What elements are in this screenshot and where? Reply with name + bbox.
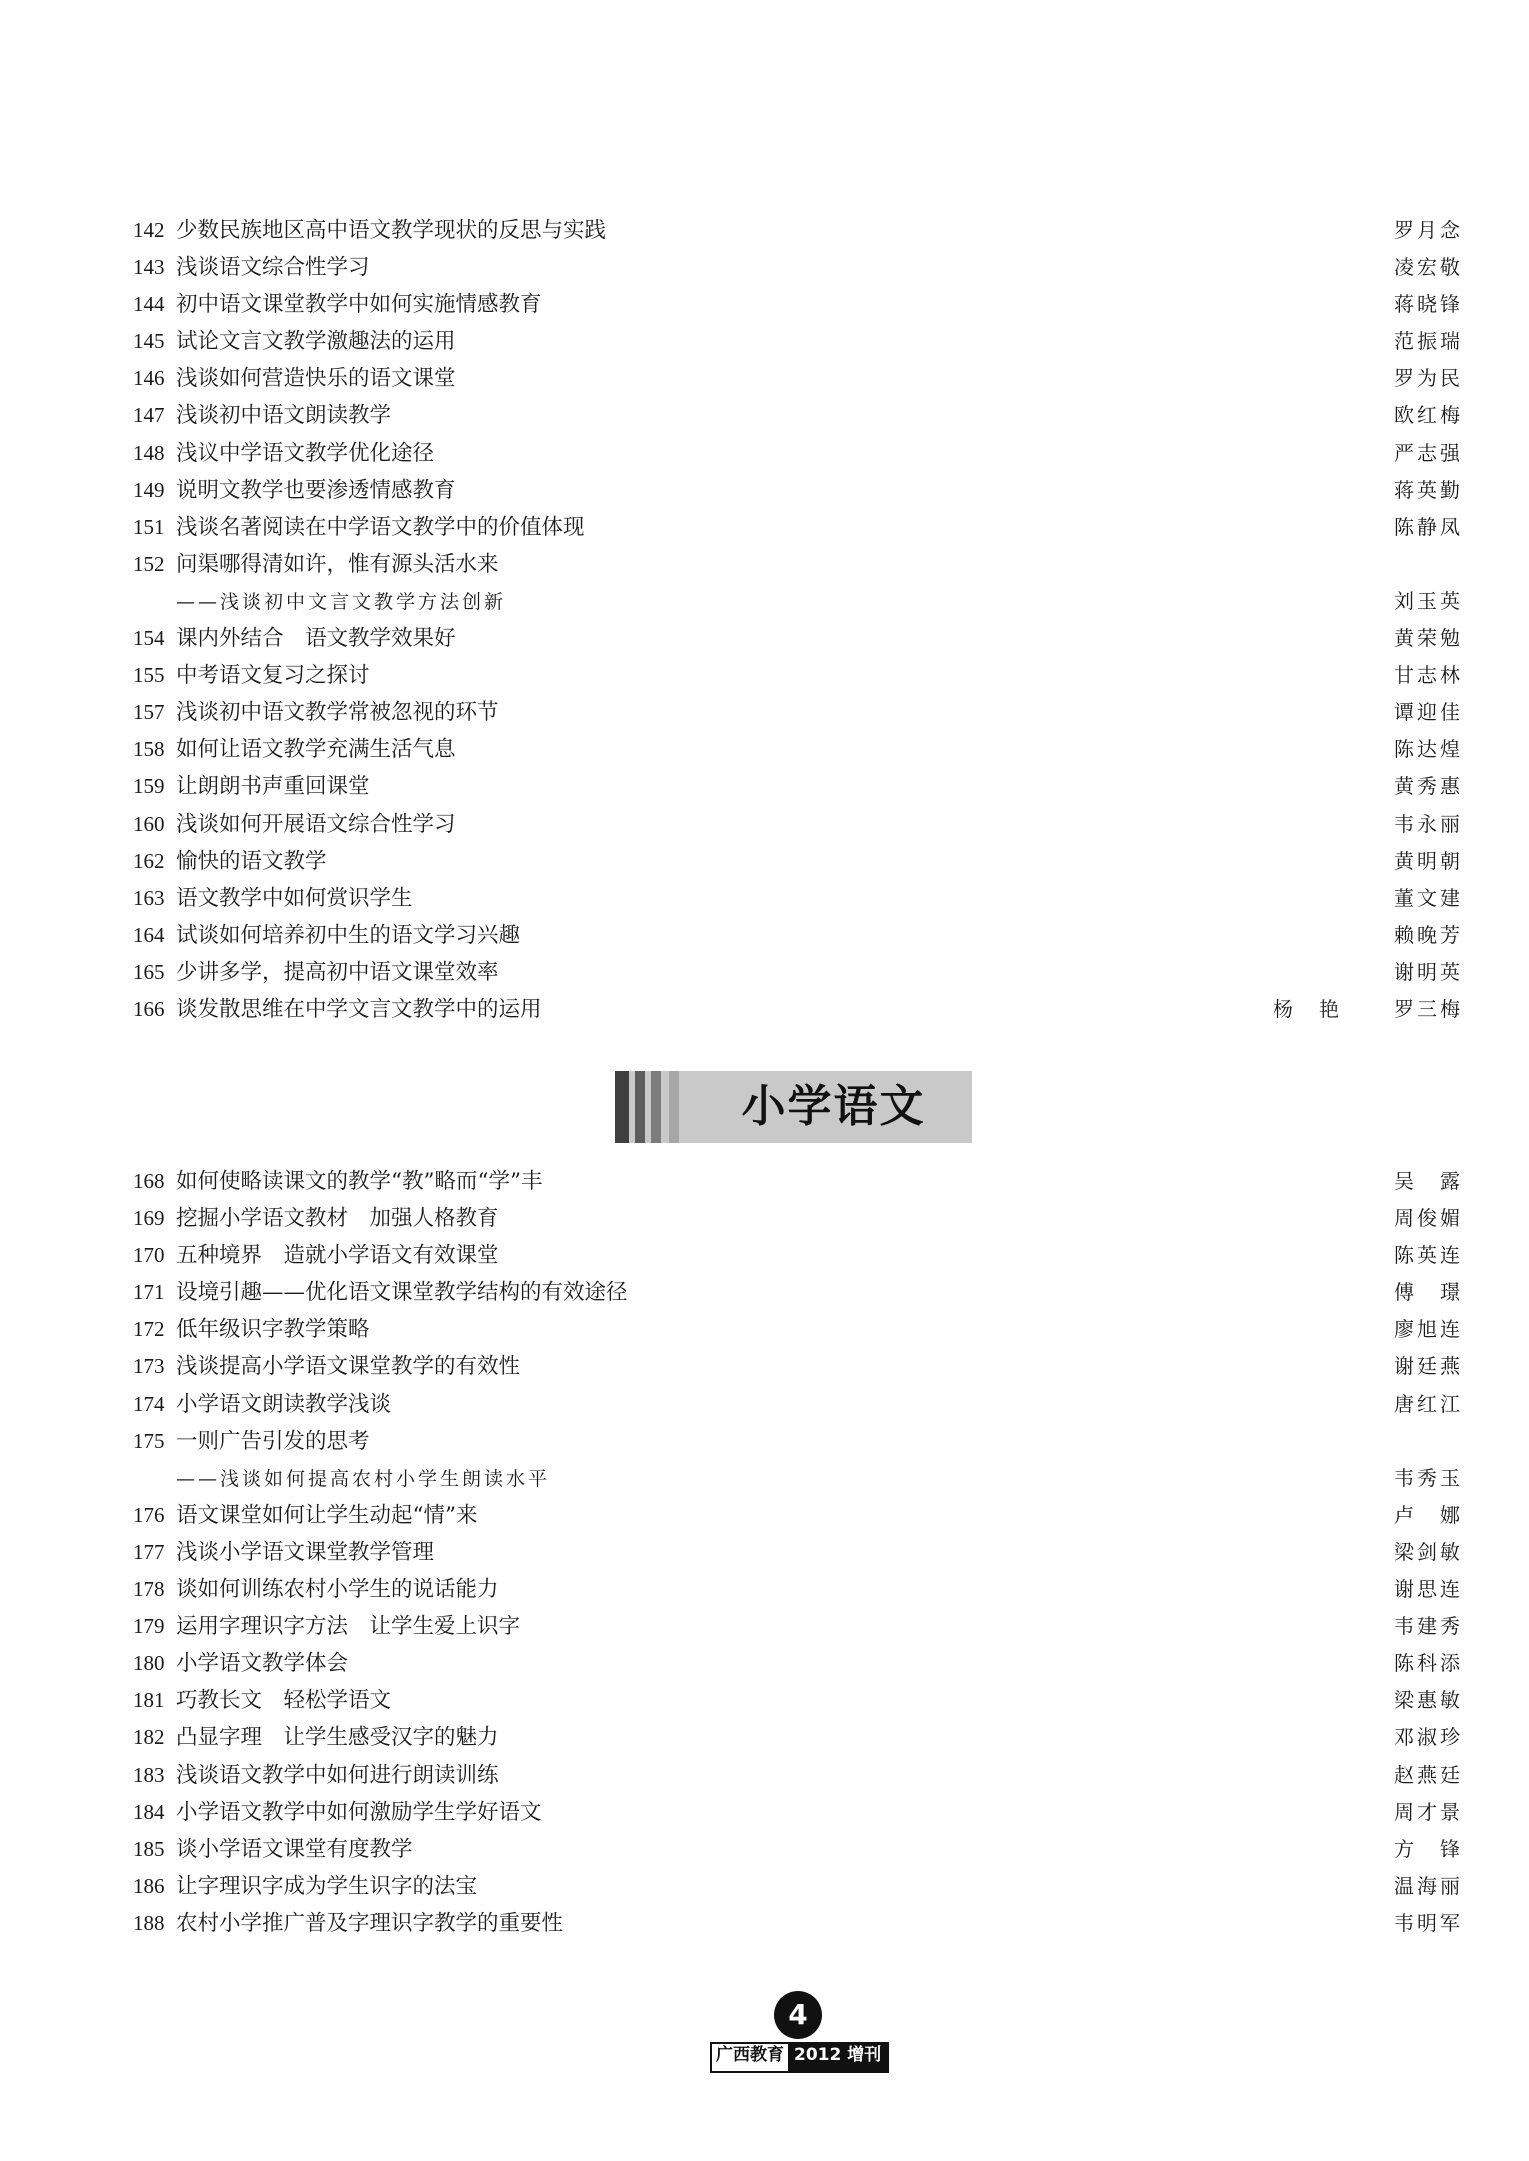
entry-title: 浅议中学语文教学优化途径 bbox=[176, 440, 435, 466]
entry-title: 设境引趣——优化语文课堂教学结构的有效途径 bbox=[176, 1280, 628, 1306]
entry-authors bbox=[1394, 620, 1463, 657]
entry-author: 温海丽 bbox=[1394, 1873, 1463, 1898]
entry-author: 周俊媚 bbox=[1394, 1206, 1463, 1231]
entry-title: ——浅谈初中文言文教学方法创新 bbox=[176, 590, 507, 613]
entry-authors bbox=[1394, 1386, 1463, 1423]
entry-authors bbox=[1394, 806, 1463, 843]
entry-page: 160 bbox=[133, 811, 165, 836]
entry-title: 试谈如何培养初中生的语文学习兴趣 bbox=[176, 922, 521, 948]
entry-page: 178 bbox=[133, 1577, 165, 1602]
entry-author: 陈英连 bbox=[1394, 1243, 1463, 1268]
entry-title: 语文教学中如何赏识学生 bbox=[176, 885, 413, 911]
entry-title: 五种境界 造就小学语文有效课堂 bbox=[176, 1243, 499, 1269]
toc-entry bbox=[133, 435, 1463, 472]
toc-entry bbox=[133, 472, 1463, 509]
entry-author: 谢思连 bbox=[1394, 1577, 1463, 1602]
entry-authors bbox=[1394, 694, 1463, 731]
banner-stripe bbox=[669, 1071, 679, 1143]
entry-page: 186 bbox=[133, 1873, 165, 1898]
entry-title: 农村小学推广普及字理识字教学的重要性 bbox=[176, 1910, 564, 1936]
toc-entry bbox=[133, 1311, 1463, 1348]
entry-author: 韦秀玉 bbox=[1394, 1465, 1463, 1490]
entry-author: 罗月念 bbox=[1394, 218, 1463, 242]
entry-author: 蒋英勤 bbox=[1394, 477, 1463, 502]
entry-title: 巧教长文 轻松学语文 bbox=[176, 1688, 392, 1714]
entry-title: 浅谈提高小学语文课堂教学的有效性 bbox=[176, 1354, 521, 1380]
toc-entry bbox=[133, 1423, 1463, 1460]
entry-authors bbox=[1394, 954, 1463, 991]
entry-authors bbox=[1394, 212, 1463, 249]
toc-entry bbox=[133, 1497, 1463, 1534]
entry-author: 董文建 bbox=[1394, 885, 1463, 910]
toc-entry bbox=[133, 286, 1463, 323]
entry-page: 184 bbox=[133, 1799, 165, 1824]
toc-entry bbox=[133, 360, 1463, 397]
entry-page: 185 bbox=[133, 1836, 165, 1861]
entry-author: 廖旭连 bbox=[1394, 1317, 1463, 1342]
entry-title: 浅谈如何开展语文综合性学习 bbox=[176, 811, 456, 837]
entry-page: 188 bbox=[133, 1910, 165, 1935]
entry-authors bbox=[1394, 360, 1463, 397]
entry-title: 课内外结合 语文教学效果好 bbox=[176, 626, 456, 652]
entry-page: 158 bbox=[133, 737, 165, 762]
entry-author: 严志强 bbox=[1394, 440, 1463, 465]
entry-author: 范振瑞 bbox=[1394, 329, 1463, 354]
entry-title: 浅谈初中语文朗读教学 bbox=[176, 403, 392, 429]
entry-author: 罗三梅 bbox=[1394, 996, 1463, 1021]
entry-page: 182 bbox=[133, 1725, 165, 1750]
entry-title: 如何让语文教学充满生活气息 bbox=[176, 737, 456, 763]
entry-page: 166 bbox=[133, 996, 165, 1021]
banner-stripe bbox=[635, 1071, 645, 1143]
entry-title: 浅谈语文综合性学习 bbox=[176, 255, 370, 281]
entry-authors bbox=[1394, 1831, 1463, 1868]
entry-title: 语文课堂如何让学生动起“情”来 bbox=[176, 1502, 478, 1528]
entry-author: 方 锋 bbox=[1394, 1836, 1463, 1861]
entry-page: 159 bbox=[133, 774, 165, 799]
entry-page: 172 bbox=[133, 1317, 165, 1342]
toc-entry bbox=[133, 1534, 1463, 1571]
entry-page: 162 bbox=[133, 848, 165, 873]
entry-authors bbox=[1394, 657, 1463, 694]
entry-title: 凸显字理 让学生感受汉字的魅力 bbox=[176, 1725, 499, 1751]
entry-title: 少讲多学，提高初中语文课堂效率 bbox=[176, 959, 499, 985]
entry-page: 164 bbox=[133, 922, 165, 947]
entry-authors bbox=[1394, 843, 1463, 880]
toc-entry bbox=[133, 1200, 1463, 1237]
toc-entry bbox=[133, 1831, 1463, 1868]
toc-entry bbox=[133, 806, 1463, 843]
toc-entry bbox=[133, 694, 1463, 731]
entry-title: 小学语文朗读教学浅谈 bbox=[176, 1391, 392, 1417]
entry-page: 142 bbox=[133, 218, 165, 242]
entry-authors bbox=[1394, 286, 1463, 323]
entry-author: 卢 娜 bbox=[1394, 1502, 1463, 1527]
entry-authors bbox=[1394, 583, 1463, 620]
entry-title: 如何使略读课文的教学“教”略而“学”丰 bbox=[176, 1169, 543, 1194]
toc-entry bbox=[133, 397, 1463, 434]
entry-page: 183 bbox=[133, 1762, 165, 1787]
toc-entry bbox=[133, 843, 1463, 880]
toc-entry bbox=[133, 880, 1463, 917]
entry-authors bbox=[1394, 1497, 1463, 1534]
toc-entry bbox=[133, 1460, 1463, 1497]
entry-authors bbox=[1394, 1645, 1463, 1682]
entry-author: 谭迎佳 bbox=[1394, 700, 1463, 725]
entry-authors bbox=[1394, 1719, 1463, 1756]
entry-page: 147 bbox=[133, 403, 165, 428]
toc-entry bbox=[133, 1274, 1463, 1311]
section-banner bbox=[615, 1071, 972, 1143]
entry-page: 176 bbox=[133, 1502, 165, 1527]
entry-author: 韦建秀 bbox=[1394, 1614, 1463, 1639]
entry-title: 中考语文复习之探讨 bbox=[176, 663, 370, 689]
toc-entry bbox=[133, 249, 1463, 286]
toc-entry bbox=[133, 509, 1463, 546]
entry-title: 小学语文教学中如何激励学生学好语文 bbox=[176, 1799, 542, 1825]
journal-footer bbox=[710, 2042, 889, 2073]
entry-page: 145 bbox=[133, 329, 165, 354]
entry-page: 149 bbox=[133, 477, 165, 502]
entry-author: 梁剑敏 bbox=[1394, 1539, 1463, 1564]
entry-title: 一则广告引发的思考 bbox=[176, 1428, 370, 1454]
entry-page: 148 bbox=[133, 440, 165, 465]
entry-page: 171 bbox=[133, 1280, 165, 1305]
entry-title: 说明文教学也要渗透情感教育 bbox=[176, 477, 456, 503]
toc-entry bbox=[133, 1571, 1463, 1608]
entry-author: 邓淑珍 bbox=[1394, 1725, 1463, 1750]
entry-authors bbox=[1394, 1460, 1463, 1497]
entry-page: 173 bbox=[133, 1354, 165, 1379]
entry-authors bbox=[1394, 1534, 1463, 1571]
toc-entry bbox=[133, 657, 1463, 694]
entry-title: 让朗朗书声重回课堂 bbox=[176, 774, 370, 800]
entry-title: 愉快的语文教学 bbox=[176, 848, 327, 874]
entry-title: 小学语文教学体会 bbox=[176, 1651, 349, 1677]
toc-entry bbox=[133, 991, 1463, 1028]
entry-author: 欧红梅 bbox=[1394, 403, 1463, 428]
entry-authors bbox=[1394, 1237, 1463, 1274]
entry-authors bbox=[1394, 917, 1463, 954]
entry-page: 179 bbox=[133, 1614, 165, 1639]
entry-title: 挖掘小学语文教材 加强人格教育 bbox=[176, 1206, 499, 1232]
entry-author: 赵燕廷 bbox=[1394, 1762, 1463, 1787]
entry-author: 唐红江 bbox=[1394, 1391, 1463, 1416]
entry-page: 174 bbox=[133, 1391, 165, 1416]
entry-page: 177 bbox=[133, 1539, 165, 1564]
toc-entry bbox=[133, 917, 1463, 954]
entry-title: 运用字理识字方法 让学生爱上识字 bbox=[176, 1614, 521, 1640]
toc-entry bbox=[133, 323, 1463, 360]
toc-section-primary bbox=[133, 1163, 1463, 1942]
entry-page: 157 bbox=[133, 700, 165, 725]
entry-title: 浅谈如何营造快乐的语文课堂 bbox=[176, 366, 456, 392]
entry-title: 谈发散思维在中学文言文教学中的运用 bbox=[176, 996, 542, 1022]
toc-entry bbox=[133, 1757, 1463, 1794]
toc-entry bbox=[133, 768, 1463, 805]
toc-entry bbox=[133, 1348, 1463, 1385]
entry-authors bbox=[1394, 1571, 1463, 1608]
entry-author: 蒋晓锋 bbox=[1394, 292, 1463, 317]
entry-title: 试论文言文教学激趣法的运用 bbox=[176, 329, 456, 355]
entry-authors bbox=[1394, 731, 1463, 768]
entry-authors bbox=[1394, 435, 1463, 472]
entry-title: 少数民族地区高中语文教学现状的反思与实践 bbox=[176, 218, 607, 243]
entry-author: 甘志林 bbox=[1394, 663, 1463, 688]
entry-author: 谢廷燕 bbox=[1394, 1354, 1463, 1379]
entry-author: 韦明军 bbox=[1394, 1910, 1463, 1935]
entry-authors bbox=[1394, 1905, 1463, 1942]
page-number: 4 bbox=[774, 1991, 822, 2039]
banner-stripe bbox=[651, 1071, 661, 1143]
entry-title: ——浅谈如何提高农村小学生朗读水平 bbox=[176, 1467, 551, 1490]
entry-title: 低年级识字教学策略 bbox=[176, 1317, 370, 1343]
entry-page: 154 bbox=[133, 626, 165, 651]
entry-author: 刘玉英 bbox=[1394, 588, 1463, 613]
section-title: 小学语文 bbox=[741, 1081, 926, 1132]
entry-authors bbox=[1394, 323, 1463, 360]
entry-title: 让字理识字成为学生识字的法宝 bbox=[176, 1873, 478, 1899]
entry-page: 165 bbox=[133, 959, 165, 984]
toc-section-secondary bbox=[133, 212, 1463, 1028]
entry-author: 赖晚芳 bbox=[1394, 922, 1463, 947]
entry-authors bbox=[1394, 1163, 1463, 1200]
toc-entry bbox=[133, 1905, 1463, 1942]
entry-page: 152 bbox=[133, 551, 165, 576]
entry-authors bbox=[1394, 1311, 1463, 1348]
entry-authors bbox=[1394, 397, 1463, 434]
entry-page: 170 bbox=[133, 1243, 165, 1268]
entry-author: 陈达煌 bbox=[1394, 737, 1463, 762]
entry-page: 175 bbox=[133, 1428, 165, 1453]
entry-author: 黄明朝 bbox=[1394, 848, 1463, 873]
entry-author: 黄秀惠 bbox=[1394, 774, 1463, 799]
entry-authors bbox=[1394, 1682, 1463, 1719]
toc-entry bbox=[133, 1386, 1463, 1423]
entry-author: 梁惠敏 bbox=[1394, 1688, 1463, 1713]
entry-authors bbox=[1394, 472, 1463, 509]
toc-entry bbox=[133, 620, 1463, 657]
entry-title: 浅谈语文教学中如何进行朗读训练 bbox=[176, 1762, 499, 1788]
entry-author: 周才景 bbox=[1394, 1799, 1463, 1824]
journal-name: 广西教育 bbox=[712, 2044, 788, 2071]
toc-entry bbox=[133, 1682, 1463, 1719]
entry-page: 169 bbox=[133, 1206, 165, 1231]
entry-authors bbox=[1394, 768, 1463, 805]
entry-authors bbox=[1394, 880, 1463, 917]
entry-author: 吴 露 bbox=[1394, 1169, 1463, 1193]
entry-author: 罗为民 bbox=[1394, 366, 1463, 391]
entry-authors bbox=[1394, 1274, 1463, 1311]
entry-page: 144 bbox=[133, 292, 165, 317]
entry-author: 傅 璟 bbox=[1394, 1280, 1463, 1305]
toc-entry bbox=[133, 212, 1463, 249]
entry-page: 155 bbox=[133, 663, 165, 688]
entry-authors bbox=[1394, 1608, 1463, 1645]
entry-authors bbox=[1394, 249, 1463, 286]
entry-authors bbox=[1394, 509, 1463, 546]
toc-entry bbox=[133, 1719, 1463, 1756]
entry-title: 谈小学语文课堂有度教学 bbox=[176, 1836, 413, 1862]
entry-authors bbox=[1394, 1200, 1463, 1237]
toc-entry bbox=[133, 1868, 1463, 1905]
entry-author: 谢明英 bbox=[1394, 959, 1463, 984]
entry-page: 146 bbox=[133, 366, 165, 391]
entry-author: 陈静凤 bbox=[1394, 514, 1463, 539]
entry-author: 凌宏敬 bbox=[1394, 255, 1463, 280]
toc-entry bbox=[133, 954, 1463, 991]
toc-entry bbox=[133, 1645, 1463, 1682]
entry-title: 谈如何训练农村小学生的说话能力 bbox=[176, 1577, 499, 1603]
entry-authors bbox=[1394, 1348, 1463, 1385]
entry-title: 浅谈小学语文课堂教学管理 bbox=[176, 1539, 435, 1565]
toc-entry bbox=[133, 1237, 1463, 1274]
toc-entry bbox=[133, 546, 1463, 583]
entry-authors bbox=[1394, 1757, 1463, 1794]
entry-authors bbox=[1394, 1794, 1463, 1831]
entry-page: 168 bbox=[133, 1169, 165, 1193]
toc-entry bbox=[133, 731, 1463, 768]
entry-page: 181 bbox=[133, 1688, 165, 1713]
entry-title: 初中语文课堂教学中如何实施情感教育 bbox=[176, 292, 542, 318]
entry-title: 问渠哪得清如许，惟有源头活水来 bbox=[176, 551, 499, 577]
entry-author: 陈科添 bbox=[1394, 1651, 1463, 1676]
toc-entry bbox=[133, 1163, 1463, 1200]
entry-page: 151 bbox=[133, 514, 165, 539]
entry-page: 143 bbox=[133, 255, 165, 280]
entry-author: 韦永丽 bbox=[1394, 811, 1463, 836]
entry-author: 黄荣勉 bbox=[1394, 626, 1463, 651]
toc-entry bbox=[133, 1608, 1463, 1645]
entry-authors bbox=[1394, 1868, 1463, 1905]
entry-page: 163 bbox=[133, 885, 165, 910]
entry-page: 180 bbox=[133, 1651, 165, 1676]
journal-issue: 2012 增刊 bbox=[788, 2044, 887, 2071]
entry-title: 浅谈初中语文教学常被忽视的环节 bbox=[176, 700, 499, 726]
entry-author: 杨 艳 bbox=[1273, 996, 1342, 1021]
entry-authors bbox=[1273, 991, 1463, 1028]
toc-entry bbox=[133, 583, 1463, 620]
entry-title: 浅谈名著阅读在中学语文教学中的价值体现 bbox=[176, 514, 585, 540]
banner-stripe bbox=[615, 1071, 629, 1143]
toc-entry bbox=[133, 1794, 1463, 1831]
